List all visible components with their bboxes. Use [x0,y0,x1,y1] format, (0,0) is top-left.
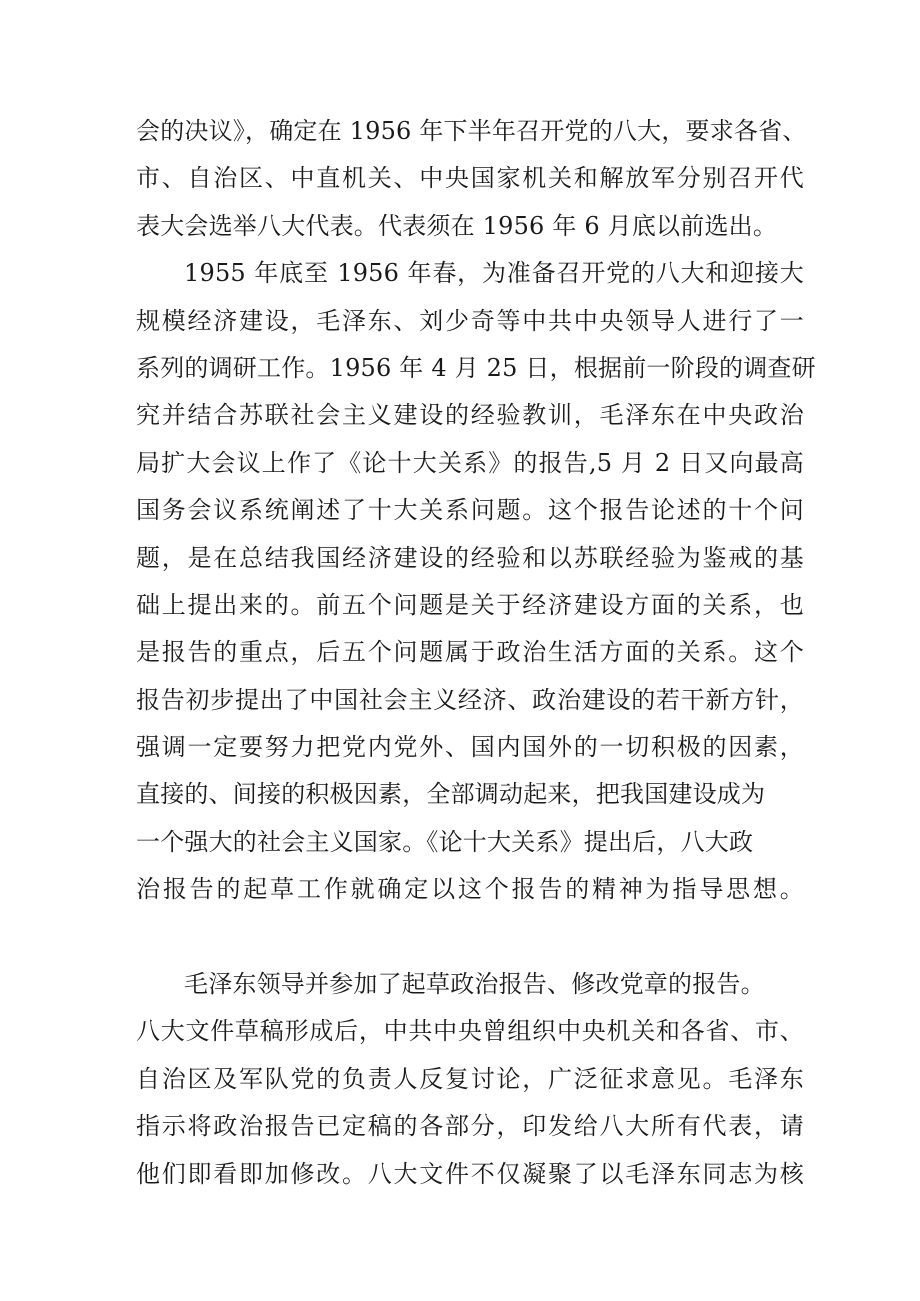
text-line: 规模经济建设，毛泽东、刘少奇等中共中央领导人进行了一 [136,306,804,335]
text-line [136,914,804,961]
text-line: 治报告的起草工作就确定以这个报告的精神为指导思想。 [136,875,804,904]
text-line: 是报告的重点，后五个问题属于政治生活方面的关系。这个 [136,638,804,667]
text-line: 自治区及军队党的负责人反复讨论，广泛征求意见。毛泽东 [136,1064,804,1093]
paragraph-1 [136,108,807,250]
text-line: 八大文件草稿形成后，中共中央曾组织中央机关和各省、市、 [136,1017,804,1046]
text-line: 强调一定要努力把党内党外、国内国外的一切积极的因素， [136,733,804,762]
text-line: 直接的、间接的积极因素，全部调动起来，把我国建设成为 [136,780,766,809]
text-line: 他们即看即加修改。八大文件不仅凝聚了以毛泽东同志为核 [136,1159,804,1188]
text-line: 指示将政治报告已定稿的各部分，印发给八大所有代表，请 [136,1112,804,1141]
text-line: 国务会议系统阐述了十大关系问题。这个报告论述的十个问 [136,496,804,525]
text-line: 1955 年底至 1956 年春，为准备召开党的八大和迎接大 [184,259,804,288]
text-line: 究并结合苏联社会主义建设的经验教训，毛泽东在中央政治 [136,401,804,430]
paragraph-2 [136,250,816,961]
text-line: 一个强大的社会主义国家。《论十大关系》提出后，八大政 [136,827,754,856]
text-line: 表大会选举八大代表。代表须在 1956 年 6 月底以前选出。 [136,211,778,240]
text-line: 础上提出来的。前五个问题是关于经济建设方面的关系，也 [136,590,804,619]
body-text [136,108,816,1198]
paragraph-3 [136,961,804,1198]
text-line: 系列的调研工作。1956 年 4 月 25 日，根据前一阶段的调查研 [136,353,816,382]
text-line: 会的决议》，确定在 1956 年下半年召开党的八大，要求各省、 [136,117,807,145]
text-line: 题，是在总结我国经济建设的经验和以苏联经验为鉴戒的基 [136,543,804,572]
text-line: 局扩大会议上作了《论十大关系》的报告,5 月 2 日又向最高 [136,448,804,477]
text-line: 市、自治区、中直机关、中央国家机关和解放军分别召开代 [136,164,804,193]
text-line: 报告初步提出了中国社会主义经济、政治建设的若干新方针， [136,685,804,714]
text-line: 毛泽东领导并参加了起草政治报告、修改党章的报告。 [184,970,765,999]
